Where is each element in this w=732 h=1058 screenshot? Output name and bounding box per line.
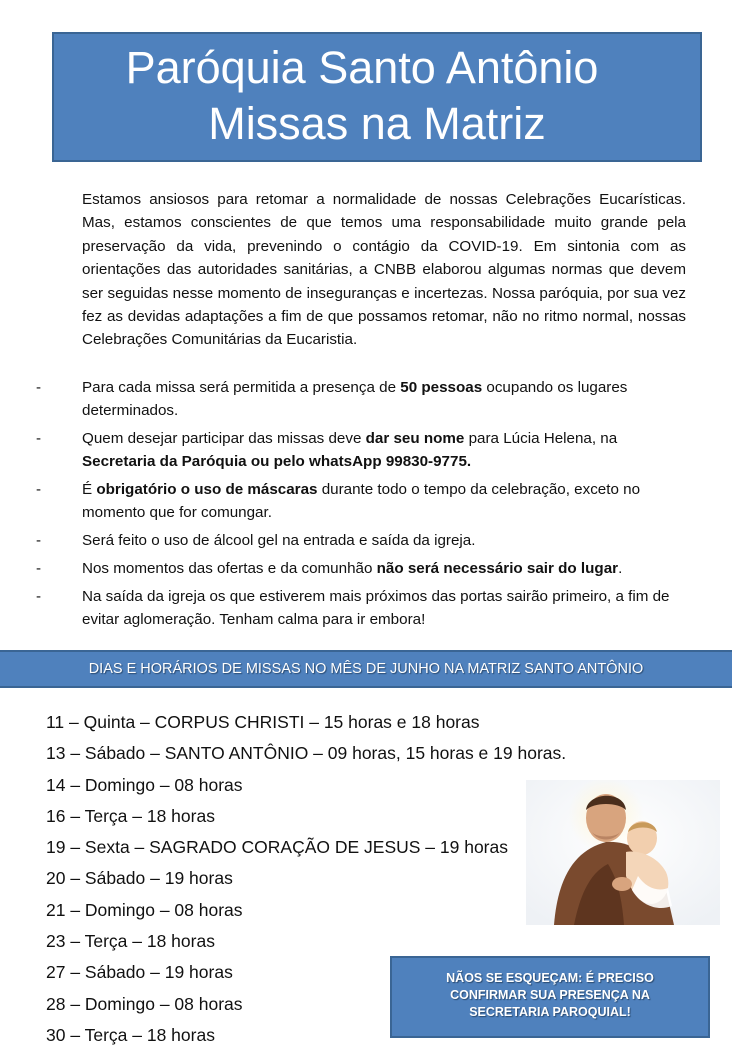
rule-item: - É obrigatório o uso de máscaras durante todo o tempo da celebração, exceto no momento que for comungar. (36, 481, 641, 521)
reminder-line2: CONFIRMAR SUA PRESENÇA NA (450, 988, 650, 1002)
schedule-item: 30 – Terça – 18 horas (46, 1024, 215, 1045)
title-box (52, 32, 702, 162)
schedule-item: 28 – Domingo – 08 horas (46, 993, 243, 1014)
schedule-banner: DIAS E HORÁRIOS DE MISSAS NO MÊS DE JUNHO NA MATRIZ SANTO ANTÔNIO (0, 650, 732, 688)
reminder-line1: NÃOS SE ESQUEÇAM: É PRECISO (446, 971, 654, 985)
saint-anthony-image (526, 780, 720, 925)
schedule-item: 23 – Terça – 18 horas (46, 931, 215, 952)
schedule-item: 20 – Sábado – 19 horas (46, 868, 233, 889)
schedule-item: 19 – Sexta – SAGRADO CORAÇÃO DE JESUS – 19 horas (46, 837, 508, 858)
page-title-line2: Missas na Matriz (208, 98, 546, 149)
page-title-line1: Paróquia Santo Antônio (125, 42, 599, 93)
rule-item: - Na saída da igreja os que estiverem mais próximos das portas sairão primeiro, a fim de evitar aglomeração. Tenham calma para ir embora! (36, 588, 670, 628)
schedule-item: 13 – Sábado – SANTO ANTÔNIO – 09 horas, 15 horas e 19 horas. (46, 743, 567, 764)
rule-item: - Quem desejar participar das missas deve dar seu nome para Lúcia Helena, na Secretaria da Paróquia ou pelo whatsApp 99830-9775. (36, 430, 618, 470)
schedule-item: 14 – Domingo – 08 horas (46, 774, 243, 795)
rule-item: - Nos momentos das ofertas e da comunhão não será necessário sair do lugar. (36, 560, 623, 577)
schedule-item: 27 – Sábado – 19 horas (46, 962, 233, 983)
rule-item: - Será feito o uso de álcool gel na entrada e saída da igreja. (36, 532, 476, 549)
rules-list (36, 376, 688, 636)
rule-item: - Para cada missa será permitida a presença de 50 pessoas ocupando os lugares determinados. (36, 379, 628, 419)
schedule-item: 21 – Domingo – 08 horas (46, 899, 243, 920)
reminder-line3: SECRETARIA PAROQUIAL! (469, 1005, 631, 1019)
schedule-item: 11 – Quinta – CORPUS CHRISTI – 15 horas e 18 horas (46, 712, 480, 732)
schedule-item: 16 – Terça – 18 horas (46, 805, 215, 826)
reminder-box (390, 956, 710, 1038)
intro-paragraph: Estamos ansiosos para retomar a normalidade de nossas Celebrações Eucarísticas. Mas, estamos conscientes de que temos uma responsabilidade muito grande pela preservação da vida, prevenindo o contágio da COVID-19. Em sintonia com as orientações das autoridades sanitárias, a CNBB elaborou algumas normas que devem ser seguidas nesse momento de inseguranças e incertezas. Nossa paróquia, por sua vez fez as devidas adaptações a fim de que possamos retomar, não no ritmo normal, nossas Celebrações Comunitárias da Eucaristia. (82, 191, 686, 349)
